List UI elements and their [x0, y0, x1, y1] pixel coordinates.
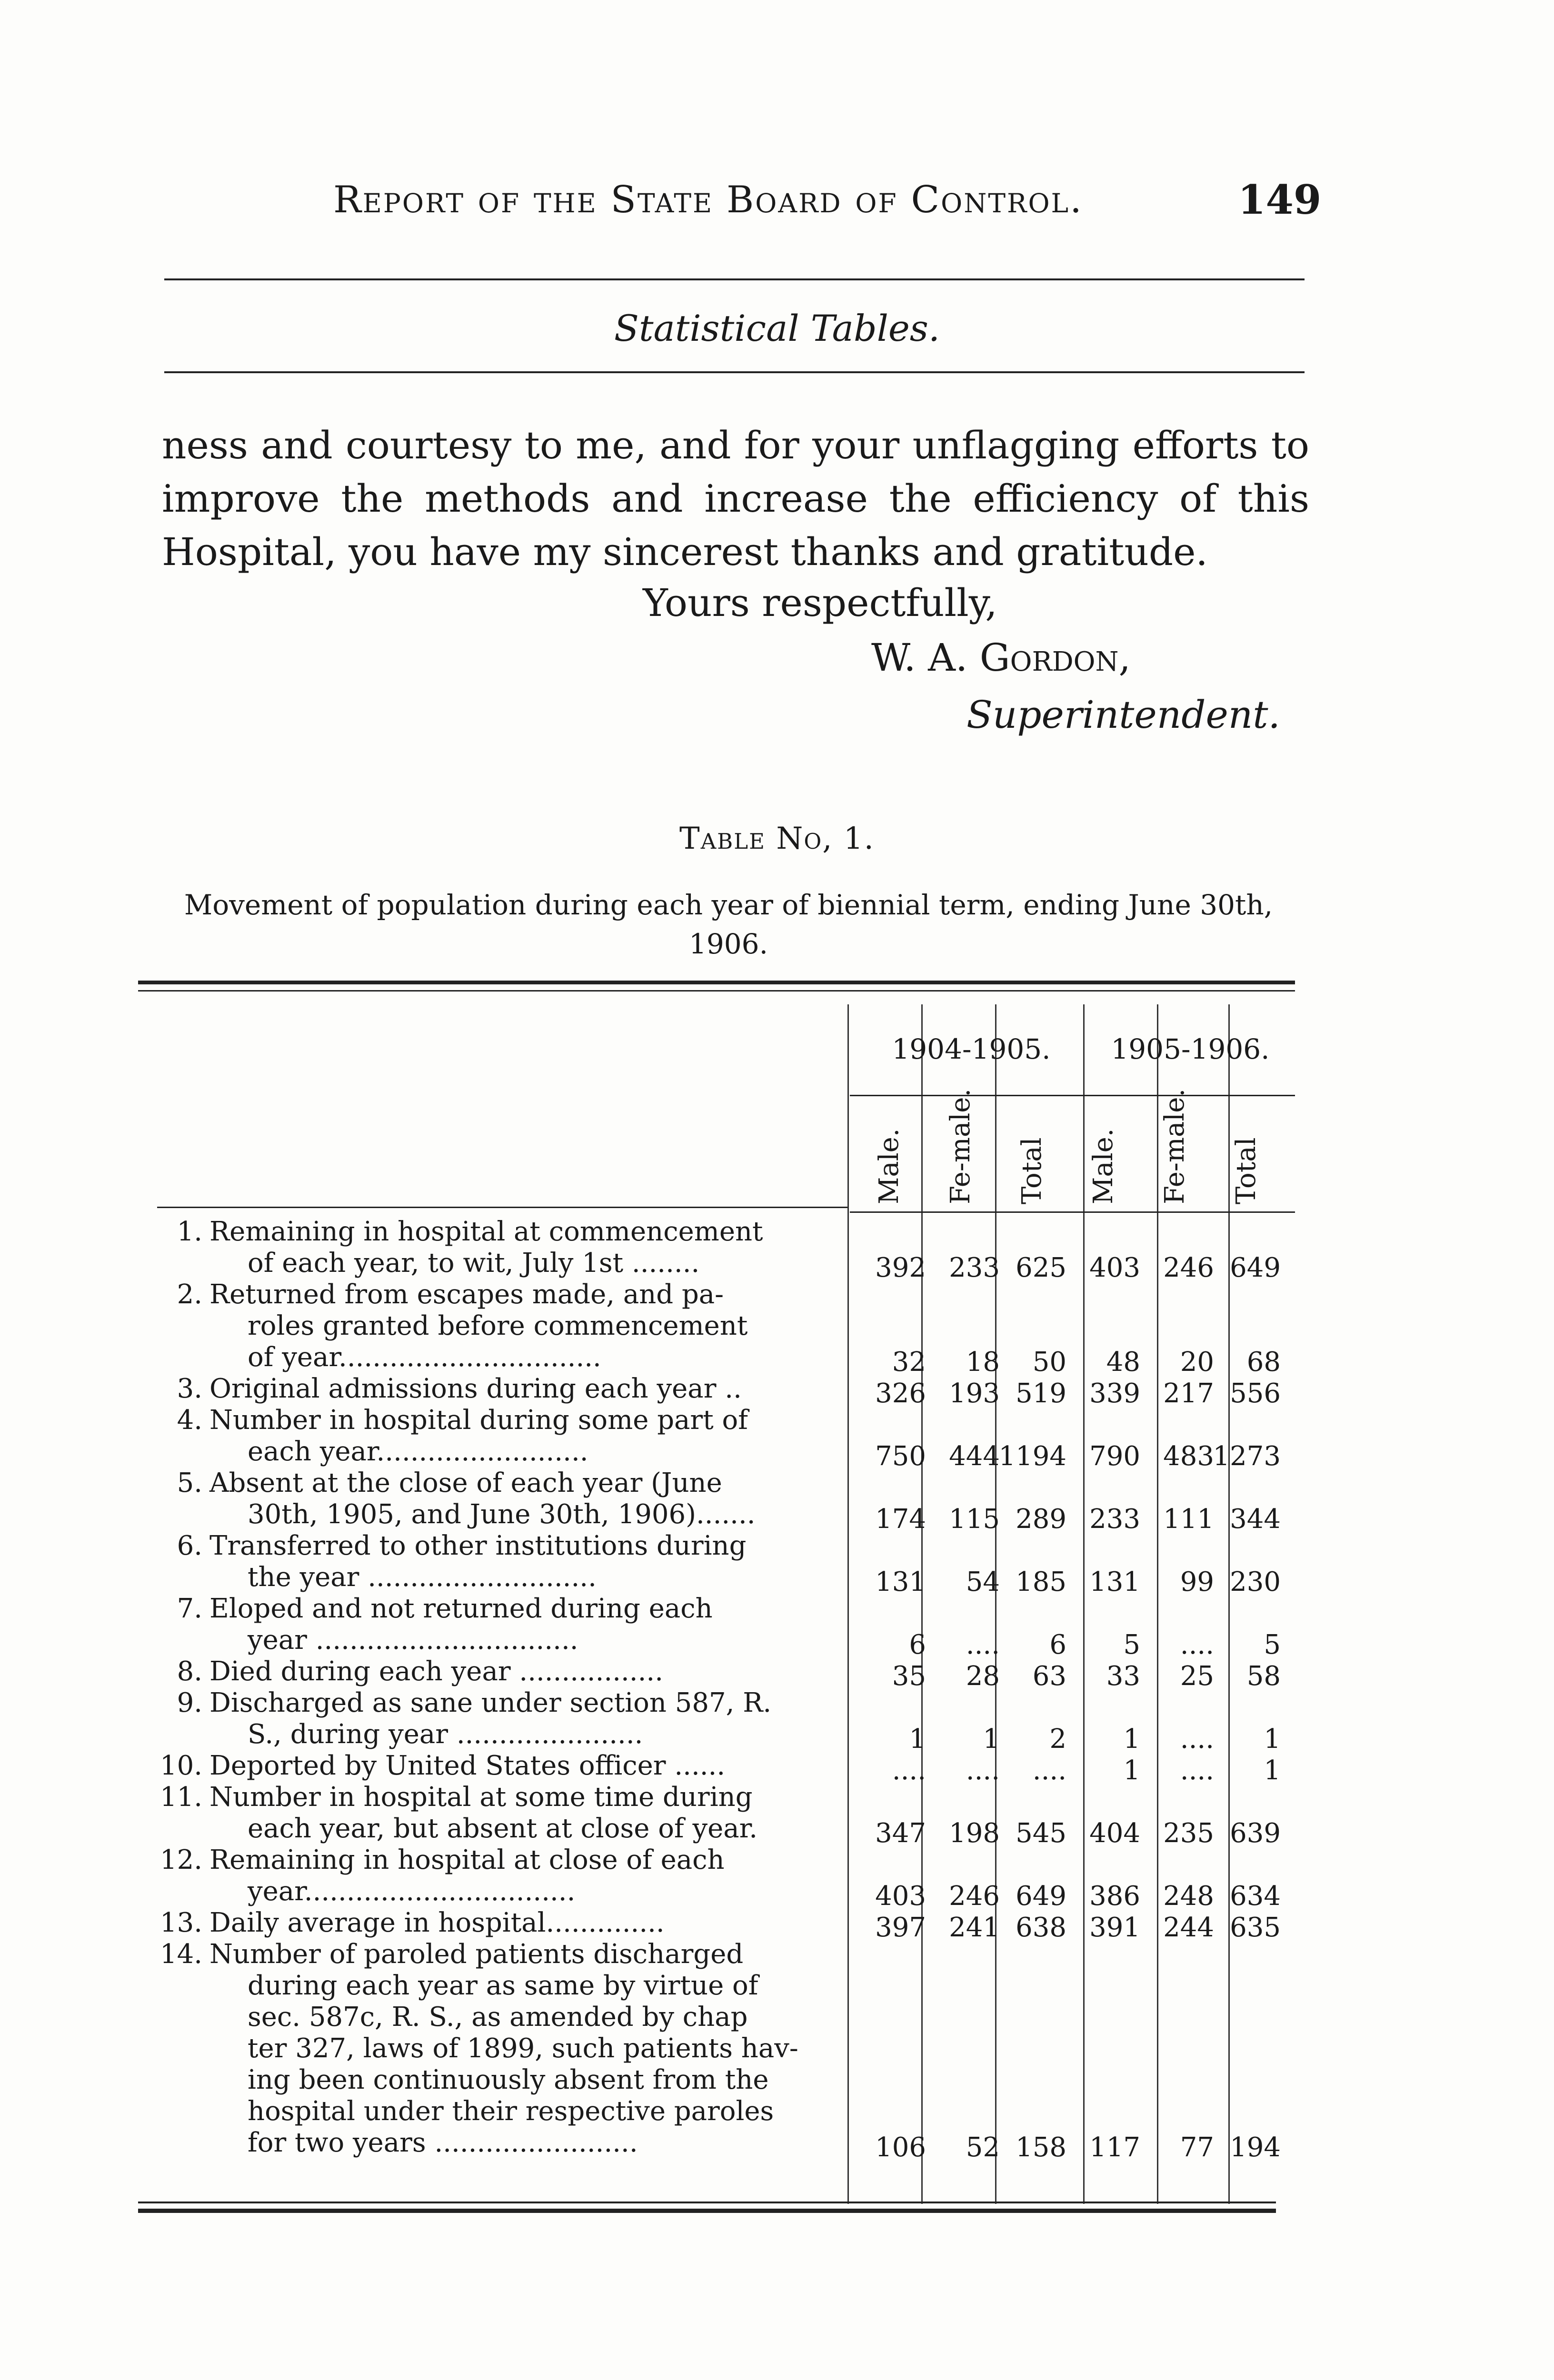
- table-cell: 25: [1180, 1661, 1214, 1692]
- row-label: Number of paroled patients discharged: [209, 1939, 744, 1970]
- table-cell: 639: [1230, 1818, 1281, 1849]
- table-cell: 18: [966, 1347, 1000, 1378]
- table-title: Table No, 1.: [679, 821, 875, 856]
- section-title: Statistical Tables.: [614, 307, 940, 349]
- row-label: roles granted before commencement: [248, 1310, 748, 1341]
- table-cell: 1273: [1213, 1441, 1281, 1472]
- row-label: the year ...........................: [248, 1562, 597, 1593]
- table-cell: 185: [1016, 1567, 1066, 1597]
- row-label: S., during year ......................: [248, 1719, 643, 1750]
- row-number: 9.: [177, 1687, 202, 1718]
- row-label: Eloped and not returned during each: [209, 1593, 713, 1624]
- group-header-1905: 1905-1906.: [1111, 1033, 1270, 1065]
- row-label: during each year as same by virtue of: [248, 1970, 758, 2001]
- column-divider: [921, 1004, 923, 2204]
- table-cell: ....: [1180, 1724, 1214, 1755]
- table-cell: 634: [1230, 1881, 1281, 1912]
- table-cell: 6: [1049, 1629, 1066, 1660]
- table-cell: 52: [966, 2132, 1000, 2163]
- table-cell: 404: [1089, 1818, 1140, 1849]
- row-number: 5.: [177, 1468, 202, 1498]
- table-cell: 241: [949, 1912, 1000, 1943]
- table-cell: ....: [966, 1755, 1000, 1786]
- table-cell: 326: [875, 1378, 926, 1409]
- row-number: 11.: [159, 1782, 202, 1813]
- row-label: 30th, 1905, and June 30th, 1906).......: [248, 1499, 756, 1530]
- row-label: Absent at the close of each year (June: [209, 1468, 722, 1498]
- table-cell: 750: [875, 1441, 926, 1472]
- table-cell: 158: [1016, 2132, 1066, 2163]
- table-cell: 77: [1180, 2132, 1214, 2163]
- table-cell: 174: [875, 1504, 926, 1535]
- row-label: Died during each year .................: [209, 1656, 664, 1687]
- table-cell: 115: [949, 1504, 1000, 1535]
- group-divider: [1083, 1004, 1085, 2204]
- header-bottom-rule: [157, 1207, 847, 1208]
- signature: [871, 635, 1131, 680]
- header-bottom-rule-cols: [850, 1211, 1295, 1213]
- table-cell: 246: [949, 1881, 1000, 1912]
- table-cell: 33: [1106, 1661, 1140, 1692]
- row-label: for two years ........................: [248, 2127, 638, 2158]
- row-label: Number in hospital during some part of: [209, 1405, 748, 1436]
- table-cell: ....: [966, 1629, 1000, 1660]
- section-rule: [164, 371, 1305, 373]
- table-cell: 638: [1016, 1912, 1066, 1943]
- table-cell: 5: [1123, 1629, 1140, 1660]
- column-divider: [995, 1004, 996, 2204]
- table-cell: 111: [1163, 1504, 1214, 1535]
- running-header: Report of the State Board of Control.: [333, 178, 1083, 221]
- table-cell: 2: [1049, 1724, 1066, 1755]
- row-number: 1.: [177, 1216, 202, 1247]
- table-cell: 392: [875, 1252, 926, 1283]
- column-header: Total: [1016, 1137, 1047, 1204]
- group-header-1904: 1904-1905.: [892, 1033, 1051, 1065]
- table-cell: 344: [1230, 1504, 1281, 1535]
- letter-body: ness and courtesy to me, and for your unflagging efforts to improve the methods and increase the efficiency of this Hospital, you have my sincerest thanks and gratitude.: [162, 423, 1309, 574]
- row-number: 12.: [159, 1844, 202, 1875]
- row-number: 4.: [177, 1405, 202, 1436]
- table-cell: 556: [1230, 1378, 1281, 1409]
- table-cell: 519: [1016, 1378, 1066, 1409]
- row-number: 2.: [177, 1279, 202, 1310]
- signature-initials: W. A.: [871, 635, 968, 680]
- table-cell: 117: [1089, 2132, 1140, 2163]
- row-number: 8.: [177, 1656, 202, 1687]
- row-number: 3.: [177, 1373, 202, 1404]
- table-cell: 625: [1016, 1252, 1066, 1283]
- table-cell: 649: [1016, 1881, 1066, 1912]
- row-label: Transferred to other institutions during: [209, 1530, 747, 1561]
- table-cell: 230: [1230, 1567, 1281, 1597]
- table-cell: ....: [1032, 1755, 1066, 1786]
- table-cell: 58: [1246, 1661, 1281, 1692]
- row-label: Remaining in hospital at close of each: [209, 1844, 725, 1875]
- table-cell: 391: [1089, 1912, 1140, 1943]
- table-cell: 397: [875, 1912, 926, 1943]
- column-header: Total: [1231, 1137, 1262, 1204]
- table-cell: ....: [1180, 1755, 1214, 1786]
- table-cell: 63: [1032, 1661, 1066, 1692]
- table-cell: 233: [949, 1252, 1000, 1283]
- table-cell: 48: [1106, 1347, 1140, 1378]
- table-top-rule-thin: [138, 990, 1295, 992]
- table-cell: 54: [966, 1567, 1000, 1597]
- row-label: sec. 587c, R. S., as amended by chap: [248, 2002, 748, 2033]
- table-cell: 1: [909, 1724, 926, 1755]
- row-label: Daily average in hospital..............: [209, 1907, 665, 1938]
- row-label: ing been continuously absent from the: [248, 2064, 769, 2095]
- table-cell: 6: [909, 1629, 926, 1660]
- table-cell: 35: [892, 1661, 926, 1692]
- table-cell: 235: [1163, 1818, 1214, 1849]
- table-bottom-rule-thick: [138, 2209, 1276, 2213]
- signature-surname: Gordon,: [979, 635, 1131, 680]
- table-cell: 545: [1016, 1818, 1066, 1849]
- table-cell: 1: [1123, 1724, 1140, 1755]
- column-divider: [847, 1004, 849, 2204]
- table-cell: 444: [949, 1441, 1000, 1472]
- column-header: Fe-male.: [1159, 1088, 1190, 1204]
- table-caption: Movement of population during each year of biennial term, ending June 30th, 1906.: [184, 889, 1273, 960]
- table-cell: 403: [1089, 1252, 1140, 1283]
- table-cell: 106: [875, 2132, 926, 2163]
- row-label: each year.........................: [248, 1436, 588, 1467]
- row-label: each year, but absent at close of year.: [248, 1813, 758, 1844]
- table-cell: 32: [892, 1347, 926, 1378]
- table-cell: 386: [1089, 1881, 1140, 1912]
- table-top-rule: [138, 981, 1295, 984]
- table-cell: 1: [1264, 1724, 1281, 1755]
- table-cell: 50: [1032, 1347, 1066, 1378]
- table-cell: 131: [1089, 1567, 1140, 1597]
- table-cell: 99: [1180, 1567, 1214, 1597]
- table-cell: 483: [1163, 1441, 1214, 1472]
- table-cell: 1: [1264, 1755, 1281, 1786]
- table-cell: 28: [966, 1661, 1000, 1692]
- table-cell: 5: [1264, 1629, 1281, 1660]
- row-label: Deported by United States officer ......: [209, 1750, 726, 1781]
- row-number: 10.: [159, 1750, 202, 1781]
- table-cell: 1: [1123, 1755, 1140, 1786]
- table-cell: 131: [875, 1567, 926, 1597]
- group-underline: [850, 1095, 1295, 1096]
- signer-title: Superintendent.: [966, 693, 1280, 737]
- table-cell: 68: [1246, 1347, 1281, 1378]
- table-cell: 403: [875, 1881, 926, 1912]
- table-cell: 217: [1163, 1378, 1214, 1409]
- header-rule: [164, 278, 1305, 280]
- table-cell: 1194: [998, 1441, 1066, 1472]
- table-cell: 233: [1089, 1504, 1140, 1535]
- table-cell: ....: [1180, 1629, 1214, 1660]
- table-cell: 244: [1163, 1912, 1214, 1943]
- table-bottom-rule: [138, 2202, 1276, 2203]
- row-label: Discharged as sane under section 587, R.: [209, 1687, 772, 1718]
- table-cell: 198: [949, 1818, 1000, 1849]
- row-label: Number in hospital at some time during: [209, 1782, 753, 1813]
- column-divider: [1228, 1004, 1230, 2204]
- row-number: 7.: [177, 1593, 202, 1624]
- table-cell: 1: [983, 1724, 1000, 1755]
- column-header: Male.: [1088, 1128, 1119, 1204]
- column-header: Fe-male.: [945, 1088, 976, 1204]
- table-cell: 347: [875, 1818, 926, 1849]
- page-number: 149: [1238, 176, 1322, 223]
- column-divider: [1157, 1004, 1158, 2204]
- row-label: ter 327, laws of 1899, such patients hav-: [248, 2033, 798, 2064]
- row-label: year................................: [248, 1876, 576, 1907]
- row-label: year ...............................: [248, 1625, 578, 1656]
- table-cell: 649: [1230, 1252, 1281, 1283]
- row-label: Returned from escapes made, and pa-: [209, 1279, 724, 1310]
- table-cell: 790: [1089, 1441, 1140, 1472]
- letter-closing: Yours respectfully,: [643, 581, 997, 625]
- table-cell: 194: [1230, 2132, 1281, 2163]
- row-number: 14.: [159, 1939, 202, 1970]
- table-cell: ....: [892, 1755, 926, 1786]
- row-number: 13.: [159, 1907, 202, 1938]
- table-cell: 20: [1180, 1347, 1214, 1378]
- table-cell: 193: [949, 1378, 1000, 1409]
- table-cell: 635: [1230, 1912, 1281, 1943]
- table-cell: 289: [1016, 1504, 1066, 1535]
- table-cell: 248: [1163, 1881, 1214, 1912]
- row-label: of each year, to wit, July 1st ........: [248, 1248, 700, 1279]
- table-cell: 246: [1163, 1252, 1214, 1283]
- column-header: Male.: [874, 1128, 905, 1204]
- table-cell: 339: [1089, 1378, 1140, 1409]
- row-label: of year...............................: [248, 1342, 601, 1373]
- row-number: 6.: [177, 1530, 202, 1561]
- row-label: Remaining in hospital at commencement: [209, 1216, 763, 1247]
- row-label: hospital under their respective paroles: [248, 2096, 774, 2127]
- row-label: Original admissions during each year ..: [209, 1373, 742, 1404]
